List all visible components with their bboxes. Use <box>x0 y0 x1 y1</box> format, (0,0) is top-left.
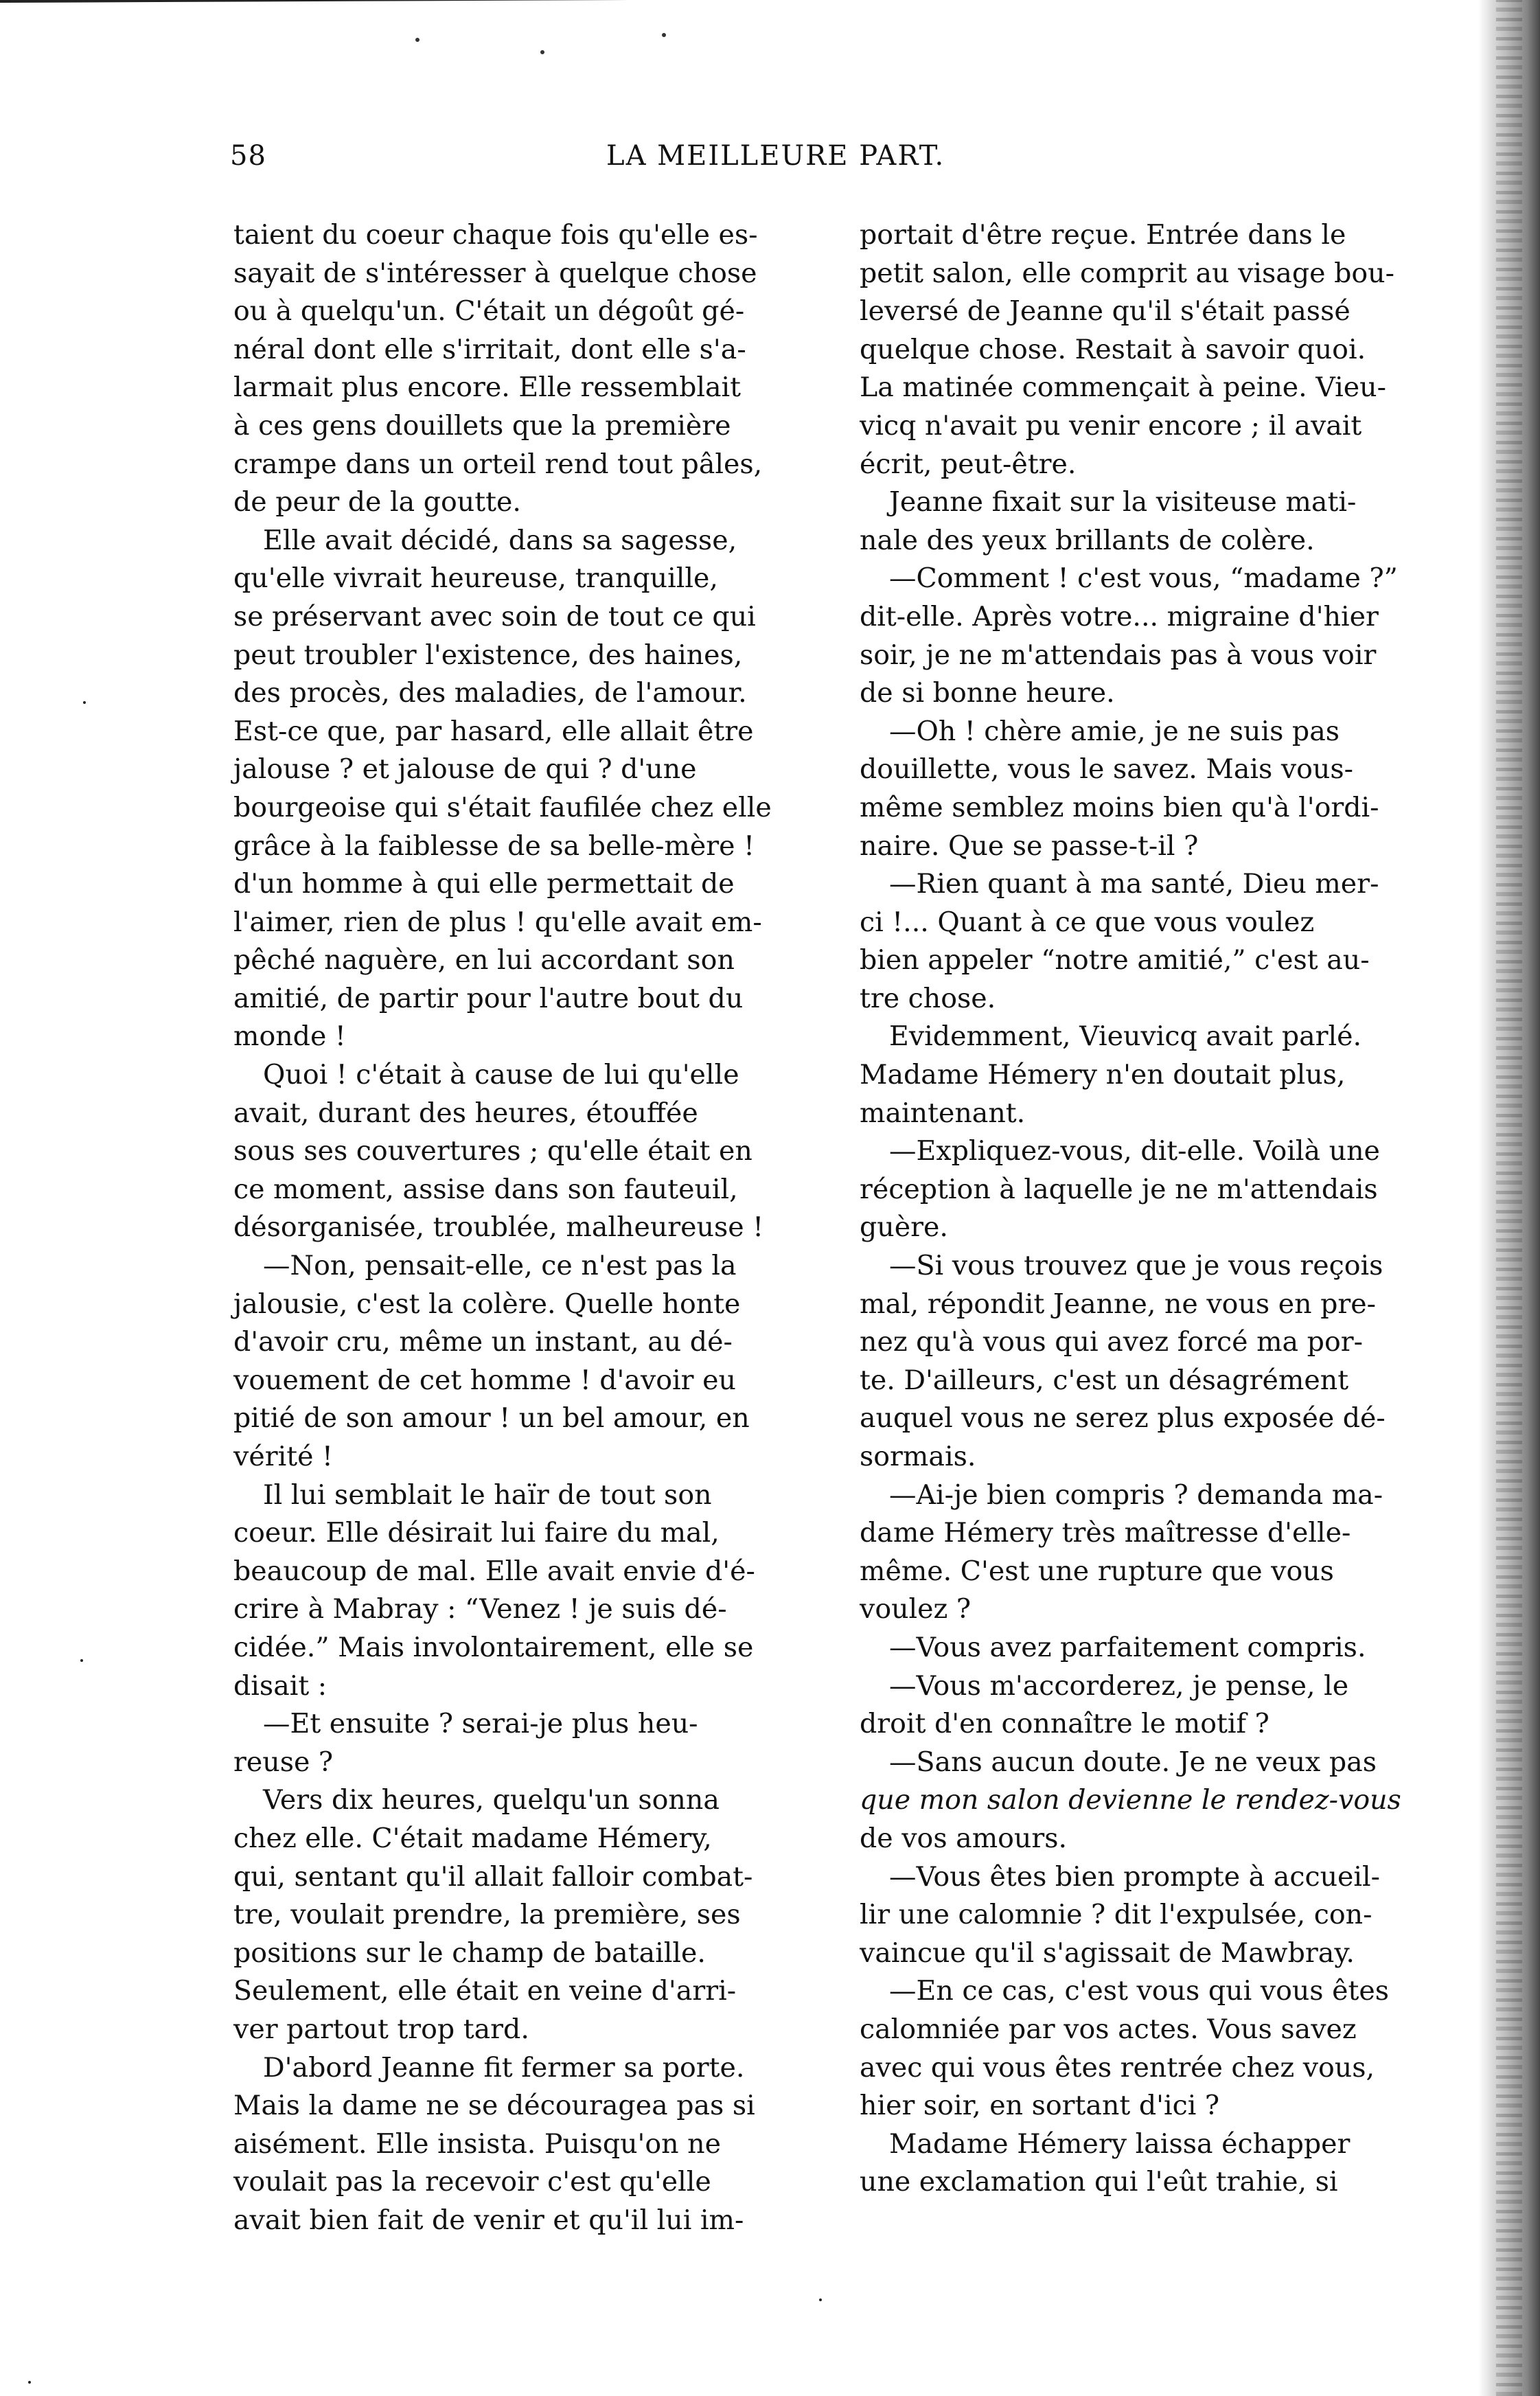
text-line: voulait pas la recevoir c'est qu'elle <box>233 2166 711 2198</box>
text-line: crampe dans un orteil rend tout pâles, <box>233 448 763 480</box>
text-line: —Expliquez-vous, dit-elle. Voilà une <box>889 1135 1380 1167</box>
text-line: crire à Mabray : “Venez ! je suis dé- <box>233 1593 727 1625</box>
page-gutter-shadow <box>1478 0 1540 2396</box>
text-line: tre chose. <box>860 982 996 1014</box>
text-line: une exclamation qui l'eût trahie, si <box>860 2166 1338 2198</box>
text-line: vouement de cet homme ! d'avoir eu <box>233 1364 736 1396</box>
text-line: pêché naguère, en lui accordant son <box>233 944 735 977</box>
text-line: dit-elle. Après votre... migraine d'hier <box>860 600 1379 632</box>
page-number: 58 <box>230 140 266 172</box>
text-line: sous ses couvertures ; qu'elle était en <box>233 1135 752 1167</box>
text-line: —Vous avez parfaitement compris. <box>889 1631 1366 1663</box>
text-line: Seulement, elle était en veine d'arri- <box>233 1975 737 2007</box>
text-line: bourgeoise qui s'était faufilée chez elle <box>233 791 772 823</box>
text-line: avait bien fait de venir et qu'il lui im- <box>233 2204 744 2236</box>
text-line: disait : <box>233 1669 327 1702</box>
text-line: —En ce cas, c'est vous qui vous êtes <box>889 1975 1390 2007</box>
text-line: La matinée commençait à peine. Vieu- <box>860 372 1386 404</box>
text-line: —Vous m'accorderez, je pense, le <box>889 1669 1349 1702</box>
text-line: —Comment ! c'est vous, “madame ?” <box>889 562 1398 595</box>
text-line: Evidemment, Vieuvicq avait parlé. <box>889 1020 1362 1053</box>
text-line: douillette, vous le savez. Mais vous- <box>860 753 1353 786</box>
text-line: calomniée par vos actes. Vous savez <box>860 2013 1357 2045</box>
text-line: désorganisée, troublée, malheureuse ! <box>233 1211 764 1244</box>
text-line: leversé de Jeanne qu'il s'était passé <box>860 295 1351 328</box>
text-line: dame Hémery très maîtresse d'elle- <box>860 1517 1351 1549</box>
text-line: te. D'ailleurs, c'est un désagrément <box>860 1364 1349 1396</box>
text-line: jalouse ? et jalouse de qui ? d'une <box>233 753 697 786</box>
text-line: pitié de son amour ! un bel amour, en <box>233 1402 750 1435</box>
text-line: même. C'est une rupture que vous <box>860 1555 1334 1587</box>
text-line: voulez ? <box>860 1593 972 1625</box>
scan-speck <box>80 1659 83 1662</box>
text-line: positions sur le champ de bataille. <box>233 1937 706 1969</box>
text-line: néral dont elle s'irritait, dont elle s'a- <box>233 333 746 365</box>
text-line: —Sans aucun doute. Je ne veux pas <box>889 1746 1377 1778</box>
scan-speck <box>28 2381 31 2384</box>
text-line: droit d'en connaître le motif ? <box>860 1708 1269 1740</box>
left-text-column <box>233 216 823 2239</box>
text-line: lir une calomnie ? dit l'expulsée, con- <box>860 1899 1372 1931</box>
text-line: —Si vous trouvez que je vous reçois <box>889 1250 1383 1282</box>
text-line: quelque chose. Restait à savoir quoi. <box>860 333 1366 365</box>
text-line: Vers dix heures, quelqu'un sonna <box>263 1784 720 1816</box>
text-line: d'avoir cru, même un instant, au dé- <box>233 1326 733 1358</box>
text-line: de peur de la goutte. <box>233 486 521 518</box>
text-line: hier soir, en sortant d'ici ? <box>860 2090 1220 2122</box>
scan-speck <box>415 38 420 42</box>
scan-speck <box>83 701 86 704</box>
text-line: —Rien quant à ma santé, Dieu mer- <box>889 868 1379 900</box>
text-line: guère. <box>860 1211 948 1244</box>
text-line: avait, durant des heures, étouffée <box>233 1097 698 1129</box>
text-line: nale des yeux brillants de colère. <box>860 524 1315 556</box>
text-line: Il lui semblait le haïr de tout son <box>263 1479 712 1511</box>
text-line: vaincue qu'il s'agissait de Mawbray. <box>860 1937 1355 1969</box>
text-line: mal, répondit Jeanne, ne vous en pre- <box>860 1288 1376 1320</box>
text-line: jalousie, c'est la colère. Quelle honte <box>233 1288 741 1320</box>
text-line: —Oh ! chère amie, je ne suis pas <box>889 715 1340 747</box>
text-line: —Et ensuite ? serai-je plus heu- <box>263 1708 698 1740</box>
text-line: —Ai-je bien compris ? demanda ma- <box>889 1479 1383 1511</box>
text-line: peut troubler l'existence, des haines, <box>233 639 743 671</box>
text-line: naire. Que se passe-t-il ? <box>860 830 1199 862</box>
text-line: Mais la dame ne se découragea pas si <box>233 2090 755 2122</box>
text-line: Quoi ! c'était à cause de lui qu'elle <box>263 1059 739 1091</box>
text-line: Madame Hémery laissa échapper <box>889 2127 1351 2160</box>
text-line: à ces gens douillets que la première <box>233 409 731 442</box>
text-line: nez qu'à vous qui avez forcé ma por- <box>860 1326 1363 1358</box>
text-line: maintenant. <box>860 1097 1026 1129</box>
text-line: ce moment, assise dans son fauteuil, <box>233 1173 738 1205</box>
text-line: portait d'être reçue. Entrée dans le <box>860 219 1346 251</box>
text-line: beaucoup de mal. Elle avait envie d'é- <box>233 1555 755 1587</box>
text-line: Elle avait décidé, dans sa sagesse, <box>263 524 737 556</box>
text-line: petit salon, elle comprit au visage bou- <box>860 257 1394 289</box>
text-line: —Non, pensait-elle, ce n'est pas la <box>263 1250 737 1282</box>
text-line: sayait de s'intéresser à quelque chose <box>233 257 757 289</box>
text-line: de si bonne heure. <box>860 677 1115 709</box>
text-line: se préservant avec soin de tout ce qui <box>233 600 756 632</box>
text-line: vicq n'avait pu venir encore ; il avait <box>860 409 1362 442</box>
text-line: coeur. Elle désirait lui faire du mal, <box>233 1517 720 1549</box>
italic-text-line: que mon salon devienne le rendez-vous <box>860 1784 1401 1816</box>
text-line: Est-ce que, par hasard, elle allait être <box>233 715 754 747</box>
text-line: monde ! <box>233 1020 346 1053</box>
text-line: même semblez moins bien qu'à l'ordi- <box>860 791 1379 823</box>
text-line: reuse ? <box>233 1746 334 1778</box>
text-line: cidée.” Mais involontairement, elle se <box>233 1631 754 1663</box>
running-title: LA MEILLEURE PART. <box>606 140 945 172</box>
text-line: réception à laquelle je ne m'attendais <box>860 1173 1378 1205</box>
text-line: soir, je ne m'attendais pas à vous voir <box>860 639 1377 671</box>
text-line: qui, sentant qu'il allait falloir combat- <box>233 1860 753 1893</box>
text-line: de vos amours. <box>860 1822 1068 1854</box>
text-line: qu'elle vivrait heureuse, tranquille, <box>233 562 718 595</box>
scan-speck <box>540 50 544 54</box>
text-line: bien appeler “notre amitié,” c'est au- <box>860 944 1370 977</box>
text-line: vérité ! <box>233 1441 333 1472</box>
text-line: des procès, des maladies, de l'amour. <box>233 677 747 709</box>
right-text-column <box>860 216 1443 2202</box>
text-line: l'aimer, rien de plus ! qu'elle avait em- <box>233 906 762 938</box>
text-line: écrit, peut-être. <box>860 448 1077 480</box>
text-line: —Vous êtes bien prompte à accueil- <box>889 1860 1381 1893</box>
text-line: Madame Hémery n'en doutait plus, <box>860 1059 1346 1091</box>
text-line: aisément. Elle insista. Puisqu'on ne <box>233 2127 721 2160</box>
text-line: auquel vous ne serez plus exposée dé- <box>860 1402 1386 1435</box>
scan-speck <box>819 2298 822 2301</box>
text-line: d'un homme à qui elle permettait de <box>233 868 735 900</box>
top-scan-edge <box>0 0 639 12</box>
text-line: grâce à la faiblesse de sa belle-mère ! <box>233 830 755 862</box>
text-line: sormais. <box>860 1441 976 1472</box>
text-line: chez elle. C'était madame Hémery, <box>233 1822 712 1854</box>
text-line: ci !... Quant à ce que vous voulez <box>860 906 1315 938</box>
text-line: avec qui vous êtes rentrée chez vous, <box>860 2051 1375 2084</box>
text-line: D'abord Jeanne fit fermer sa porte. <box>263 2051 745 2084</box>
text-line: taient du coeur chaque fois qu'elle es- <box>233 219 758 251</box>
scan-speck <box>662 33 666 37</box>
text-line: tre, voulait prendre, la première, ses <box>233 1899 741 1931</box>
page-header <box>230 140 1452 188</box>
text-line: larmait plus encore. Elle ressemblait <box>233 372 742 404</box>
text-line: ver partout trop tard. <box>233 2013 529 2045</box>
text-line: amitié, de partir pour l'autre bout du <box>233 982 744 1014</box>
text-line: ou à quelqu'un. C'était un dégoût gé- <box>233 295 745 328</box>
text-line: Jeanne fixait sur la visiteuse mati- <box>889 486 1357 518</box>
